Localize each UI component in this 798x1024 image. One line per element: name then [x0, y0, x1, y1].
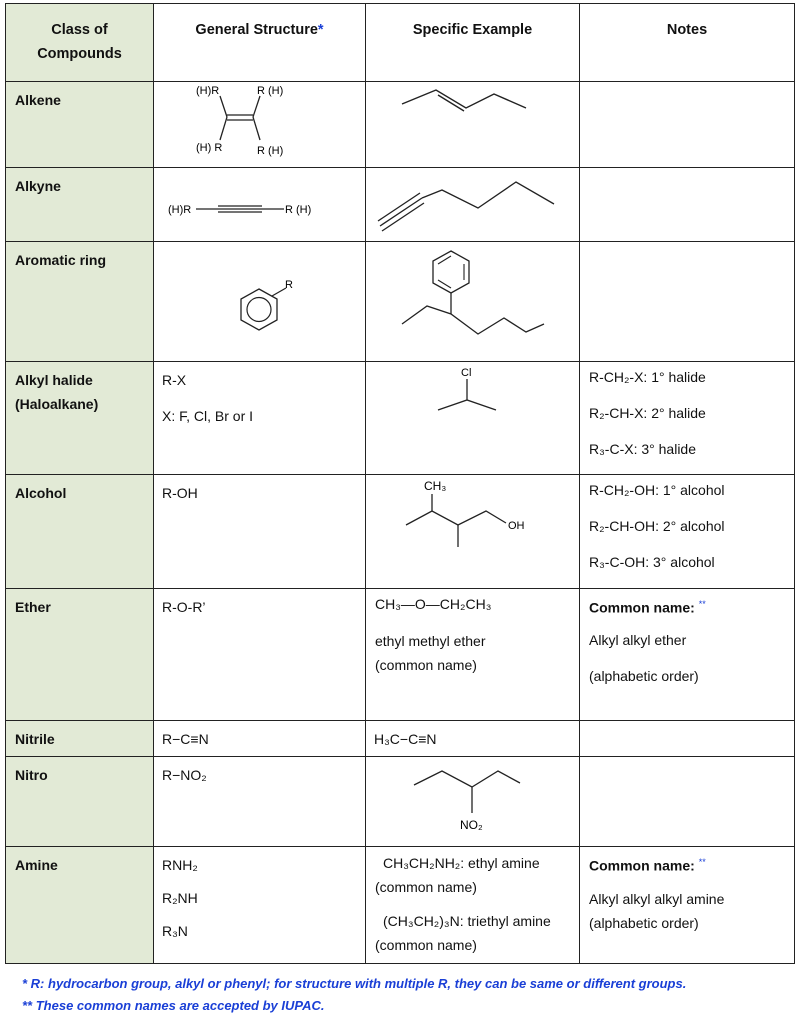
- benzene-ring-structure: [154, 242, 366, 362]
- svg-text:Cl: Cl: [461, 367, 472, 379]
- amine-example-1: CH₃CH₂NH₂: ethyl amine: [383, 855, 540, 871]
- halide-note-1: R-CH₂-X: 1° halide: [589, 369, 706, 385]
- svg-text:R (H): R (H): [257, 145, 284, 157]
- class-alkene: Alkene: [6, 82, 154, 168]
- svg-text:(H)R: (H)R: [196, 85, 220, 97]
- ether-note-order: (alphabetic order): [589, 668, 699, 684]
- header-row: [6, 4, 795, 82]
- footnote-r-definition: * R: hydrocarbon group, alkyl or phenyl; for structure with multiple R, they can be same or different groups.: [22, 976, 687, 991]
- svg-text:OH: OH: [508, 520, 525, 532]
- notes-ether: [580, 589, 795, 721]
- example-alkene: [366, 82, 580, 168]
- class-nitrile: Nitrile: [6, 721, 154, 757]
- alcohol-formula: R-OH: [162, 485, 198, 501]
- nitro-formula: R−NO₂: [162, 767, 207, 783]
- class-aromatic: Aromatic ring: [6, 242, 154, 362]
- class-alkyl-halide-alt: (Haloalkane): [15, 396, 99, 412]
- alcohol-note-3: R₃-C-OH: 3° alcohol: [589, 554, 715, 570]
- general-nitrile: [154, 721, 366, 757]
- notes-aromatic: [580, 242, 795, 362]
- phenyl-heptane-structure: [366, 242, 580, 362]
- 2-nitrobutane-structure: [366, 757, 580, 847]
- nitrile-example-formula: H₃C−C≡N: [374, 731, 437, 747]
- halide-note-2: R₂-CH-X: 2° halide: [589, 405, 706, 421]
- ether-formula: R-O-R’: [162, 599, 206, 615]
- halide-note-3: R₃-C-X: 3° halide: [589, 441, 697, 457]
- row-aromatic: [6, 242, 795, 362]
- row-alcohol: [6, 475, 795, 589]
- 2-3-dimethyl-butanol-structure: [366, 475, 580, 589]
- halide-formula: R-X: [162, 372, 187, 388]
- hex-1-yne-structure: [366, 168, 580, 242]
- alcohol-note-2: R₂-CH-OH: 2° alcohol: [589, 518, 725, 534]
- header-class: Class of Compounds: [6, 4, 154, 82]
- svg-text:NO₂: NO₂: [460, 818, 483, 832]
- halide-x-options: X: F, Cl, Br or I: [162, 408, 254, 424]
- header-specific-example: Specific Example: [366, 4, 580, 82]
- notes-alkene: [580, 82, 795, 168]
- class-alkyl-halide: [6, 362, 154, 475]
- general-alcohol: [154, 475, 366, 589]
- amine-note-order: (alphabetic order): [589, 915, 699, 931]
- class-alcohol: Alcohol: [6, 475, 154, 589]
- row-alkyl-halide: [6, 362, 795, 475]
- notes-nitrile: [580, 721, 795, 757]
- amine-primary: RNH₂: [162, 857, 198, 873]
- general-alkyl-halide: [154, 362, 366, 475]
- example-aromatic: [366, 242, 580, 362]
- alcohol-note-1: R-CH₂-OH: 1° alcohol: [589, 482, 725, 498]
- example-alkyne: [366, 168, 580, 242]
- amine-tertiary: R₃N: [162, 923, 188, 939]
- ether-example-formula: CH₃—O—CH₂CH₃: [375, 596, 492, 612]
- alkyne-general-structure: [154, 168, 366, 242]
- header-notes: Notes: [580, 4, 795, 82]
- class-alkyne: Alkyne: [6, 168, 154, 242]
- amine-example-1-note: (common name): [375, 879, 477, 895]
- example-nitrile: [366, 721, 580, 757]
- amine-secondary: R₂NH: [162, 890, 198, 906]
- example-alcohol: [366, 475, 580, 589]
- amine-example-2: (CH₃CH₂)₃N: triethyl amine: [383, 913, 551, 929]
- example-ether: [366, 589, 580, 721]
- example-alkyl-halide: [366, 362, 580, 475]
- header-general-structure: General Structure*: [154, 4, 366, 82]
- notes-nitro: [580, 757, 795, 847]
- general-ether: [154, 589, 366, 721]
- amine-example-2-note: (common name): [375, 937, 477, 953]
- row-ether: [6, 589, 795, 721]
- amine-note-pattern: Alkyl alkyl alkyl amine: [589, 891, 725, 907]
- footnote-iupac: ** These common names are accepted by IUPAC.: [22, 998, 325, 1013]
- row-alkyne: [6, 168, 795, 242]
- svg-text:R: R: [285, 279, 293, 291]
- svg-text:(H)R: (H)R: [168, 204, 192, 216]
- ether-note-pattern: Alkyl alkyl ether: [589, 632, 687, 648]
- general-nitro: [154, 757, 366, 847]
- example-amine: [366, 847, 580, 964]
- 2-chloropropane-structure: [366, 362, 580, 472]
- row-nitro: [6, 757, 795, 847]
- amine-common-name-title: Common name: **: [589, 857, 706, 874]
- pent-2-ene-structure: [366, 82, 580, 168]
- general-amine: [154, 847, 366, 964]
- class-alkyl-halide-name: Alkyl halide: [15, 372, 93, 388]
- example-nitro: [366, 757, 580, 847]
- notes-alkyne: [580, 168, 795, 242]
- svg-text:R (H): R (H): [257, 85, 284, 97]
- row-nitrile: [6, 721, 795, 757]
- row-amine: [6, 847, 795, 964]
- general-alkene: [154, 82, 366, 168]
- class-amine: Amine: [6, 847, 154, 964]
- row-alkene: [6, 82, 795, 168]
- ether-example-note: (common name): [375, 657, 477, 673]
- compound-classes-table: [5, 3, 795, 964]
- ether-example-name: ethyl methyl ether: [375, 633, 486, 649]
- class-nitro: Nitro: [6, 757, 154, 847]
- nitrile-formula: R−C≡N: [162, 731, 209, 747]
- general-alkyne: [154, 168, 366, 242]
- svg-text:CH₃: CH₃: [424, 479, 447, 493]
- svg-text:(H) R: (H) R: [196, 142, 223, 154]
- notes-amine: [580, 847, 795, 964]
- notes-alcohol: [580, 475, 795, 589]
- general-aromatic: [154, 242, 366, 362]
- class-ether: Ether: [6, 589, 154, 721]
- svg-text:R (H): R (H): [285, 204, 312, 216]
- notes-alkyl-halide: [580, 362, 795, 475]
- ether-common-name-title: Common name: **: [589, 599, 706, 616]
- alkene-general-structure: [154, 82, 366, 168]
